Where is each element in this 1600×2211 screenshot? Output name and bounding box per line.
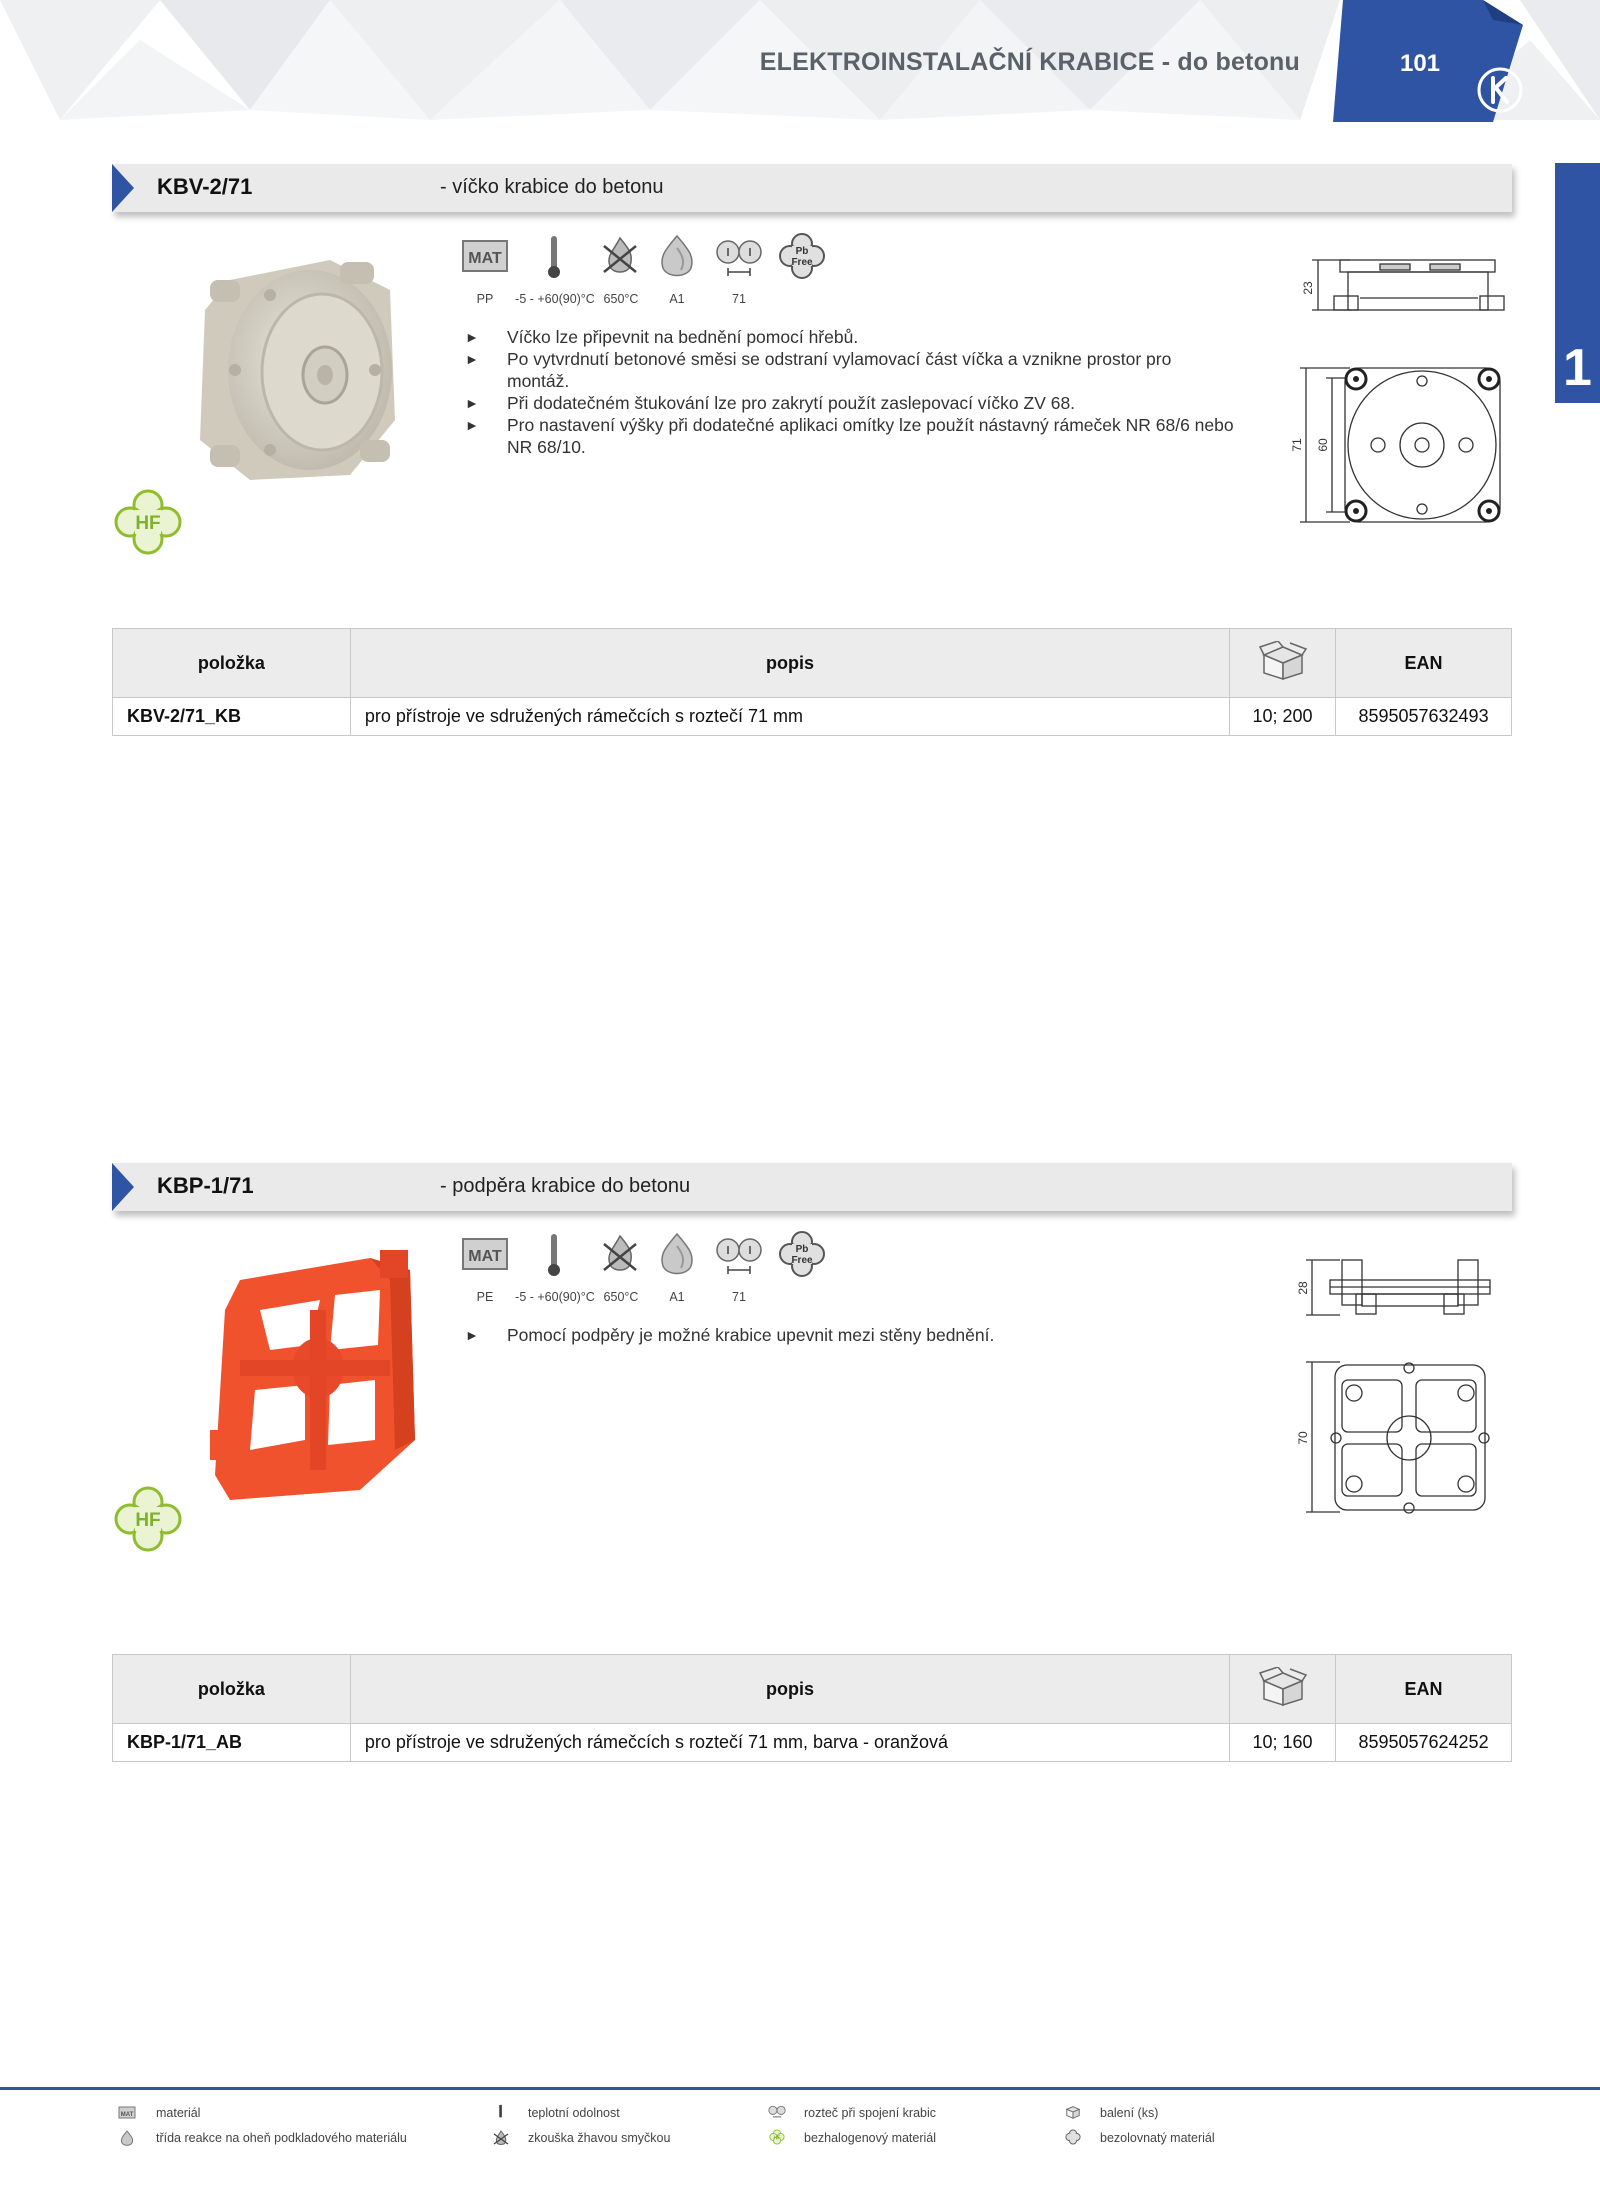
dim-width-label: 70 xyxy=(1296,1431,1310,1445)
glow-wire-icon xyxy=(600,236,640,278)
fire-reaction-icon xyxy=(657,1232,697,1278)
product2-bullet-list xyxy=(465,1324,1235,1346)
description-cell: pro přístroje ve sdružených rámečcích s roztečí 71 mm xyxy=(350,698,1229,736)
box-spacing-icon xyxy=(714,238,764,278)
list-item: ► Pro nastavení výšky při dodatečné aplikaci omítky lze použít nástavný rámeček NR 68/6 nebo NR 68/10. xyxy=(465,415,1234,457)
product2-technical-drawing xyxy=(1290,1250,1520,1530)
legend-material: materiál xyxy=(156,2106,201,2120)
dim-inner-label: 60 xyxy=(1316,438,1330,452)
column-header-description: popis xyxy=(350,1655,1229,1724)
box-packaging-icon xyxy=(1064,2104,1082,2120)
company-logo-icon xyxy=(1476,66,1524,114)
product2-code: KBP-1/71 xyxy=(157,1173,254,1198)
box-spacing-icon xyxy=(714,1236,764,1276)
svg-text:MAT: MAT xyxy=(120,2112,134,2118)
legend-halogen-free: bezhalogenový materiál xyxy=(804,2131,937,2145)
thermometer-icon xyxy=(546,234,562,280)
product2-title-arrow xyxy=(112,1163,134,1211)
footer-divider xyxy=(0,2087,1600,2090)
item-code-cell: KBP-1/71_AB xyxy=(113,1724,351,1762)
glow-wire-value: 650°C xyxy=(603,1290,639,1304)
ean-cell: 8595057624252 xyxy=(1336,1724,1512,1762)
list-item: ► Pomocí podpěry je možné krabice upevnit mezi stěny bednění. xyxy=(465,1325,995,1345)
svg-text:Free: Free xyxy=(791,1255,813,1266)
column-header-ean: EAN xyxy=(1336,629,1512,698)
box-packaging-icon xyxy=(1258,641,1308,681)
column-header-ean: EAN xyxy=(1336,1655,1512,1724)
temperature-value: -5 - +60(90)°C xyxy=(515,292,595,306)
material-icon xyxy=(118,2105,136,2121)
legend-spacing: rozteč při spojení krabic xyxy=(804,2106,937,2120)
dim-height-label: 28 xyxy=(1296,1281,1310,1295)
glow-wire-icon xyxy=(600,1234,640,1276)
packaging-cell: 10; 200 xyxy=(1230,698,1336,736)
svg-text:MAT: MAT xyxy=(468,1248,502,1265)
thermometer-icon xyxy=(546,1232,562,1278)
product1-title-bar xyxy=(112,164,1512,212)
legend-glow-wire: zkouška žhavou smyčkou xyxy=(528,2131,671,2145)
product1-property-icons xyxy=(462,232,842,312)
dim-outer-label: 71 xyxy=(1290,438,1304,452)
list-item: ► Při dodatečném štukování lze pro zakrytí použít zaslepovací víčko ZV 68. xyxy=(465,393,1076,413)
svg-text:Pb: Pb xyxy=(795,246,809,257)
product1-technical-drawing xyxy=(1290,250,1520,540)
svg-text:Free: Free xyxy=(791,257,813,268)
list-item: ► Po vytvrdnutí betonové směsi se odstraní vylamovací část víčka a vznikne prostor pro montáž. xyxy=(465,349,1172,391)
material-value: PE xyxy=(476,1290,494,1304)
column-header-packaging xyxy=(1230,1655,1336,1724)
product1-table xyxy=(112,628,1512,736)
lead-free-icon xyxy=(1064,2129,1082,2145)
reaction-class-value: A1 xyxy=(669,1290,685,1304)
item-code-cell: KBV-2/71_KB xyxy=(113,698,351,736)
packaging-cell: 10; 160 xyxy=(1230,1724,1336,1762)
lead-free-icon xyxy=(778,1230,826,1278)
box-packaging-icon xyxy=(1258,1667,1308,1707)
glow-wire-value: 650°C xyxy=(603,292,639,306)
table-row xyxy=(113,698,1512,736)
svg-text:MAT: MAT xyxy=(468,250,502,267)
column-header-description: popis xyxy=(350,629,1229,698)
material-icon xyxy=(462,1238,508,1270)
halogen-free-icon xyxy=(113,488,183,556)
hf-icon-text: HF xyxy=(135,1510,161,1531)
legend-temperature: teplotní odolnost xyxy=(528,2106,620,2120)
product2-photo xyxy=(210,1250,420,1505)
material-icon xyxy=(462,240,508,272)
svg-text:HF: HF xyxy=(773,2135,781,2142)
svg-text:Pb: Pb xyxy=(795,1244,809,1255)
product1-title-arrow xyxy=(112,164,134,212)
legend-reaction-class: třída reakce na oheň podkladového materiálu xyxy=(156,2131,407,2145)
table-row xyxy=(113,1724,1512,1762)
legend-packaging: balení (ks) xyxy=(1100,2106,1159,2120)
legend-lead-free: bezolovnatý materiál xyxy=(1100,2131,1215,2145)
glow-wire-icon xyxy=(492,2130,510,2146)
lead-free-icon xyxy=(778,232,826,280)
halogen-free-icon xyxy=(113,1485,183,1553)
column-header-item: položka xyxy=(113,629,351,698)
spacing-value: 71 xyxy=(732,292,746,306)
product2-table xyxy=(112,1654,1512,1762)
column-header-packaging xyxy=(1230,629,1336,698)
box-spacing-icon xyxy=(768,2104,786,2120)
ean-cell: 8595057632493 xyxy=(1336,698,1512,736)
fire-reaction-icon xyxy=(657,234,697,280)
list-item: ► Víčko lze připevnit na bednění pomocí hřebů. xyxy=(465,327,859,347)
chapter-number: 1 xyxy=(1563,339,1592,397)
description-cell: pro přístroje ve sdružených rámečcích s roztečí 71 mm, barva - oranžová xyxy=(350,1724,1229,1762)
product1-description: - víčko krabice do betonu xyxy=(440,176,664,198)
material-value: PP xyxy=(476,292,494,306)
thermometer-icon xyxy=(492,2104,510,2120)
fire-reaction-icon xyxy=(118,2130,136,2146)
product1-code: KBV-2/71 xyxy=(157,174,253,199)
spacing-value: 71 xyxy=(732,1290,746,1304)
reaction-class-value: A1 xyxy=(669,292,685,306)
product2-description: - podpěra krabice do betonu xyxy=(440,1175,691,1197)
hf-icon-text: HF xyxy=(135,513,161,534)
dim-height-label: 23 xyxy=(1301,281,1315,295)
product2-property-icons xyxy=(462,1230,842,1310)
halogen-free-icon xyxy=(768,2129,786,2145)
temperature-value: -5 - +60(90)°C xyxy=(515,1290,595,1304)
product1-photo xyxy=(190,250,400,490)
page-header-title: ELEKTROINSTALAČNÍ KRABICE - do betonu xyxy=(759,48,1300,76)
product1-bullet-list xyxy=(465,326,1235,458)
page-number: 101 xyxy=(1399,50,1441,77)
column-header-item: položka xyxy=(113,1655,351,1724)
product2-title-bar xyxy=(112,1163,1512,1211)
